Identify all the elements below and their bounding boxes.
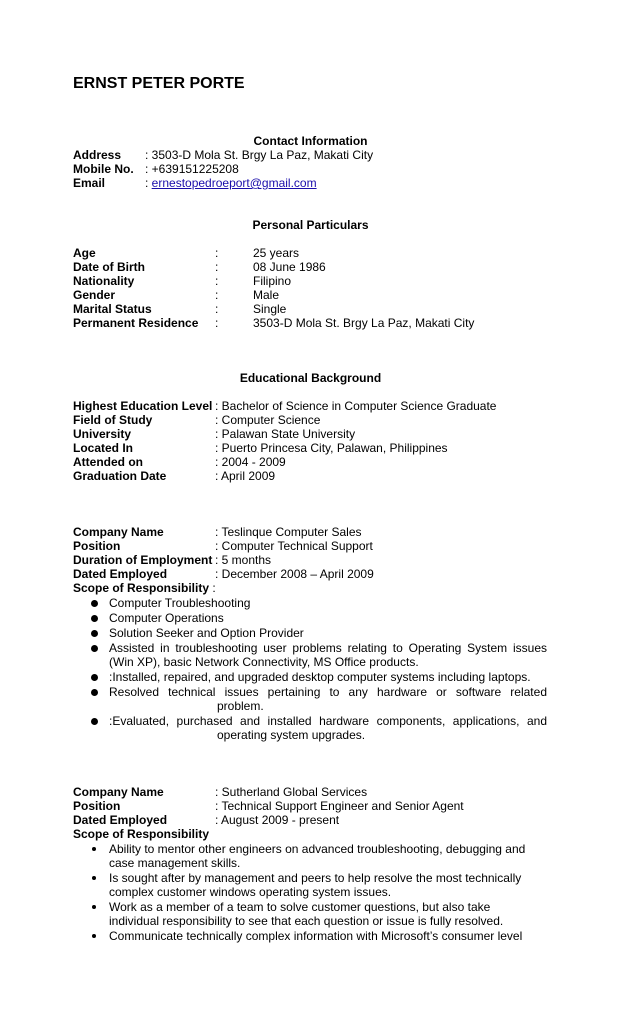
personal-label-gender: Gender <box>73 288 116 302</box>
personal-label-marital: Marital Status <box>73 302 152 316</box>
job2-value-dated: : August 2009 - present <box>215 813 340 827</box>
bullet-icon <box>91 718 98 725</box>
personal-heading: Personal Particulars <box>252 218 369 232</box>
personal-sep-residence: : <box>215 316 219 330</box>
bullet-icon <box>91 615 98 622</box>
edu-value-attended: : 2004 - 2009 <box>215 455 286 469</box>
edu-value-university: : Palawan State University <box>215 427 356 441</box>
job1-bullet-4-line1: Assisted in troubleshooting user problems relating to Operating System issues <box>109 641 547 655</box>
personal-sep-gender: : <box>215 288 219 302</box>
edu-value-location: : Puerto Princesa City, Palawan, Philippines <box>215 441 448 455</box>
edu-label-field: Field of Study <box>73 413 153 427</box>
personal-sep-dob: : <box>215 260 219 274</box>
personal-label-dob: Date of Birth <box>73 260 145 274</box>
edu-label-university: University <box>73 427 132 441</box>
resume-name: ERNST PETER PORTE <box>73 75 245 92</box>
job1-label-scope <box>73 581 216 595</box>
personal-sep-marital: : <box>215 302 219 316</box>
personal-value-nationality: Filipino <box>253 274 292 288</box>
job2-bullet-3-line1: Work as a member of a team to solve customer questions, but also take <box>109 900 491 914</box>
job1-bullet-7-line1: :Evaluated, purchased and installed hardware components, applications, and <box>109 714 547 728</box>
job2-bullet-1-line1: Ability to mentor other engineers on advanced troubleshooting, debugging and <box>109 842 526 856</box>
job1-bullet-3: Solution Seeker and Option Provider <box>109 626 304 640</box>
edu-value-field: : Computer Science <box>215 413 321 427</box>
contact-value-email <box>145 176 317 190</box>
job1-value-position: : Computer Technical Support <box>215 539 373 553</box>
job2-bullet-1-line2: case management skills. <box>109 856 241 870</box>
bullet-icon <box>91 674 98 681</box>
bullet-icon <box>92 847 96 851</box>
bullet-icon <box>92 934 96 938</box>
job2-bullet-2-line1: Is sought after by management and peers to help resolve the most technically <box>109 871 522 885</box>
edu-label-level: Highest Education Level <box>73 399 213 413</box>
personal-label-nationality: Nationality <box>73 274 135 288</box>
personal-sep-age: : <box>215 246 219 260</box>
job1-bullet-6-line2: problem. <box>217 699 264 713</box>
contact-value-mobile: : +639151225208 <box>145 162 239 176</box>
bullet-icon <box>91 689 98 696</box>
job1-value-dated: : December 2008 – April 2009 <box>215 567 374 581</box>
contact-value-address: : 3503-D Mola St. Brgy La Paz, Makati City <box>145 148 374 162</box>
job1-label-company: Company Name <box>73 525 164 539</box>
personal-value-residence: 3503-D Mola St. Brgy La Paz, Makati City <box>253 316 475 330</box>
job1-value-company: : Teslinque Computer Sales <box>215 525 362 539</box>
job2-value-position: : Technical Support Engineer and Senior Agent <box>215 799 464 813</box>
job2-label-scope: Scope of Responsibility <box>73 827 210 841</box>
edu-label-graduation: Graduation Date <box>73 469 167 483</box>
edu-label-location: Located In <box>73 441 134 455</box>
contact-heading: Contact Information <box>253 134 368 148</box>
job2-label-position: Position <box>73 799 121 813</box>
job2-value-company: : Sutherland Global Services <box>215 785 368 799</box>
job1-bullet-7-line2: operating system upgrades. <box>217 728 366 742</box>
job2-label-dated: Dated Employed <box>73 813 168 827</box>
job1-bullet-6-line1: Resolved technical issues pertaining to any hardware or software related <box>109 685 547 699</box>
personal-value-age: 25 years <box>253 246 300 260</box>
job2-label-company: Company Name <box>73 785 164 799</box>
job1-bullet-2: Computer Operations <box>109 611 224 625</box>
job1-bullet-4-line2: (Win XP), basic Network Connectivity, MS Office products. <box>109 655 419 669</box>
personal-value-gender: Male <box>253 288 280 302</box>
job1-label-dated: Dated Employed <box>73 567 168 581</box>
job2-bullet-4-line1: Communicate technically complex information with Microsoft’s consumer level <box>109 929 523 943</box>
bullet-icon <box>91 645 98 652</box>
education-heading: Educational Background <box>239 371 382 385</box>
personal-value-dob: 08 June 1986 <box>253 260 326 274</box>
bullet-icon <box>92 905 96 909</box>
job1-scope-colon: : <box>209 581 216 595</box>
bullet-icon <box>92 876 96 880</box>
personal-sep-nationality: : <box>215 274 219 288</box>
job1-bullet-1: Computer Troubleshooting <box>109 596 251 610</box>
edu-value-level: : Bachelor of Science in Computer Science Graduate <box>215 399 497 413</box>
edu-label-attended: Attended on <box>73 455 143 469</box>
contact-label-mobile: Mobile No. <box>73 162 134 176</box>
job1-scope-label: Scope of Responsibility <box>73 581 210 595</box>
personal-label-residence: Permanent Residence <box>73 316 199 330</box>
job1-bullet-5: :Installed, repaired, and upgraded desktop computer systems including laptops. <box>109 670 531 684</box>
personal-value-marital: Single <box>253 302 287 316</box>
job1-label-duration: Duration of Employment <box>73 553 213 567</box>
email-link[interactable]: ernestopedroeport@gmail.com <box>151 176 317 190</box>
job1-label-position: Position <box>73 539 121 553</box>
job1-value-duration: : 5 months <box>215 553 272 567</box>
personal-label-age: Age <box>73 246 96 260</box>
bullet-icon <box>91 600 98 607</box>
contact-label-email: Email <box>73 176 106 190</box>
edu-value-graduation: : April 2009 <box>215 469 276 483</box>
bullet-icon <box>91 630 98 637</box>
job2-bullet-2-line2: complex customer windows operating system issues. <box>109 885 392 899</box>
email-prefix: : <box>145 176 152 190</box>
contact-label-address: Address <box>73 148 122 162</box>
job2-bullet-3-line2: individual responsibility to see that each question or issue is fully resolved. <box>109 914 504 928</box>
